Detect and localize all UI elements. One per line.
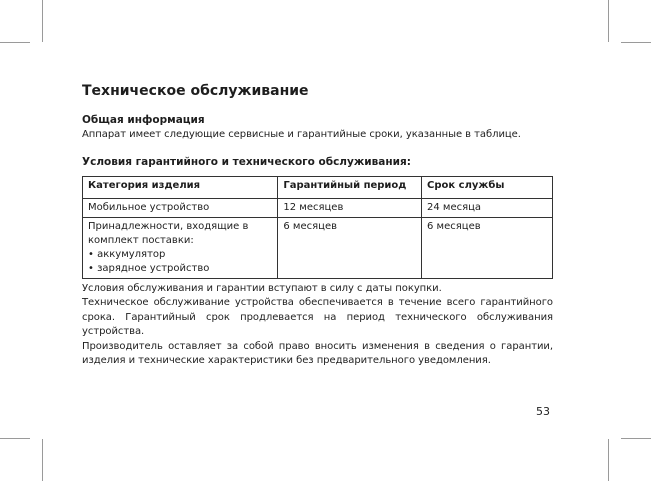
column-header: Гарантийный период: [278, 176, 422, 198]
general-info-heading: Общая информация: [82, 114, 205, 126]
paragraph: Производитель оставляет за собой право вносить изменения в сведения о гарантии, изделия и технические характеристики без предварительного уведомления.: [82, 340, 553, 366]
crop-mark: [0, 42, 30, 43]
table-header-row: [83, 176, 553, 198]
list-item: • зарядное устройство: [88, 262, 272, 276]
table-cell: [83, 217, 278, 278]
crop-mark: [621, 42, 651, 43]
paragraph: Техническое обслуживание устройства обеспечивается в течение всего гарантийного срока. Гарантийный срок продлевается на период технического обслуживания устройства.: [82, 297, 553, 337]
crop-mark: [621, 438, 651, 439]
crop-mark: [42, 0, 43, 42]
warranty-table: [82, 176, 553, 279]
paragraph: Условия обслуживания и гарантии вступают в силу с даты покупки.: [82, 282, 442, 294]
accessories-list: [88, 248, 272, 276]
crop-mark: [0, 438, 30, 439]
crop-mark: [608, 439, 609, 481]
accessories-label: Принадлежности, входящие в комплект поставки:: [88, 220, 249, 246]
table-row: [83, 217, 553, 278]
crop-mark: [42, 439, 43, 481]
column-header: Категория изделия: [83, 176, 278, 198]
page-title: Техническое обслуживание: [82, 83, 309, 99]
table-cell: 6 месяцев: [278, 217, 422, 278]
table-cell: 6 месяцев: [422, 217, 553, 278]
crop-mark: [608, 0, 609, 42]
general-info-text: Аппарат имеет следующие сервисные и гарантийные сроки, указанные в таблице.: [82, 129, 521, 140]
table-row: [83, 198, 553, 217]
table-cell: 24 месяца: [422, 198, 553, 217]
column-header: Срок службы: [422, 176, 553, 198]
table-cell: 12 месяцев: [278, 198, 422, 217]
list-item: • аккумулятор: [88, 248, 272, 262]
table-cell: Мобильное устройство: [83, 198, 278, 217]
page-content: [82, 82, 553, 369]
conditions-heading: Условия гарантийного и технического обслуживания:: [82, 155, 411, 168]
page-number: 53: [536, 405, 550, 418]
